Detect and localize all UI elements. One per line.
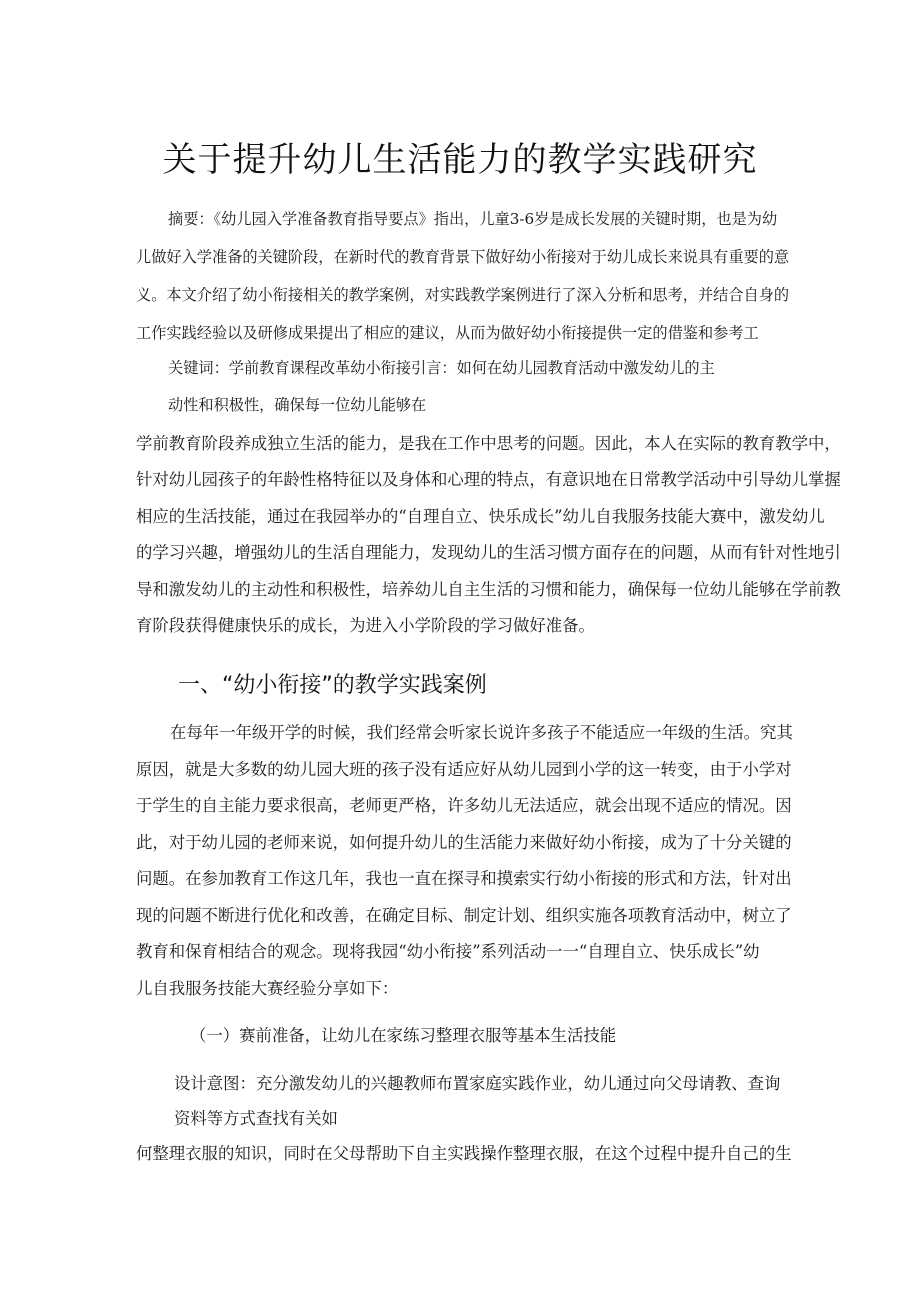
section-line: 此，对于幼儿园的老师来说，如何提升幼儿的生活能力来做好幼小衔接，成为了十分关键的 <box>136 833 792 852</box>
body-line: 何整理衣服的知识，同时在父母帮助下自主实践操作整理衣服，在这个过程中提升自己的生 <box>136 1144 792 1163</box>
abstract-line: 义。本文介绍了幼小衔接相关的教学案例，对实践教学案例进行了深入分析和思考，并结合自身的 <box>136 286 790 304</box>
abstract-line: 儿做好入学准备的关键阶段，在新时代的教育背景下做好幼小衔接对于幼儿成长来说具有重要的意 <box>136 248 790 266</box>
section-line: 在每年一年级开学的时候，我们经常会听家长说许多孩子不能适应一年级的生活。究其 <box>170 723 793 742</box>
keywords-line: 关键词：学前教育课程改革幼小衔接引言：如何在幼儿园教育活动中激发幼儿的主 <box>168 359 715 377</box>
abstract-line: 工作实践经验以及研修成果提出了相应的建议，从而为做好幼小衔接提供一定的借鉴和参考工 <box>136 324 759 342</box>
intro-line: 相应的生活技能，通过在我园举办的“自理自立、快乐成长”幼儿自我服务技能大赛中，激发幼儿 <box>136 507 825 526</box>
intro-line: 导和激发幼儿的主动性和积极性，培养幼儿自主生活的习惯和能力，确保每一位幼儿能够在学前教 <box>136 580 841 599</box>
intro-line: 针对幼儿园孩子的年龄性格特征以及身体和心理的特点，有意识地在日常教学活动中引导幼儿掌握 <box>136 470 841 489</box>
document-title: 关于提升幼儿生活能力的教学实践研究 <box>162 140 758 180</box>
section-line: 儿自我服务技能大赛经验分享如下： <box>136 979 399 998</box>
keywords-line: 动性和积极性，确保每一位幼儿能够在 <box>168 396 427 414</box>
section-line: 现的问题不断进行优化和改善，在确定目标、制定计划、组织实施各项教育活动中，树立了 <box>136 906 792 925</box>
abstract-line: 摘要：《幼儿园入学准备教育指导要点》指出，儿童3-6岁是成长发展的关键时期，也是为幼 <box>168 210 778 228</box>
design-line: 设计意图：充分激发幼儿的兴趣教师布置家庭实践作业，幼儿通过向父母请教、查询 <box>174 1074 781 1093</box>
section-line: 问题。在参加教育工作这几年，我也一直在探寻和摸索实行幼小衔接的形式和方法，针对出 <box>136 869 792 888</box>
section-line: 于学生的自主能力要求很高，老师更严格，许多幼儿无法适应，就会出现不适应的情况。因 <box>136 796 792 815</box>
intro-line: 育阶段获得健康快乐的成长，为进入小学阶段的学习做好准备。 <box>136 616 595 635</box>
intro-line: 学前教育阶段养成独立生活的能力，是我在工作中思考的问题。因此，本人在实际的教育教学中， <box>136 434 841 453</box>
section-line: 教育和保育相结合的观念。现将我园“幼小衔接”系列活动一一“自理自立、快乐成长”幼 <box>136 942 760 961</box>
design-line: 资料等方式查找有关如 <box>174 1109 338 1128</box>
section-heading: 一、“幼小衔接”的教学实践案例 <box>178 673 487 698</box>
section-line: 原因，就是大多数的幼儿园大班的孩子没有适应好从幼儿园到小学的这一转变，由于小学对 <box>136 760 792 779</box>
intro-line: 的学习兴趣，增强幼儿的生活自理能力，发现幼儿的生活习惯方面存在的问题，从而有针对性地引 <box>136 543 841 562</box>
subsection-heading: （一）赛前准备，让幼儿在家练习整理衣服等基本生活技能 <box>190 1026 617 1045</box>
